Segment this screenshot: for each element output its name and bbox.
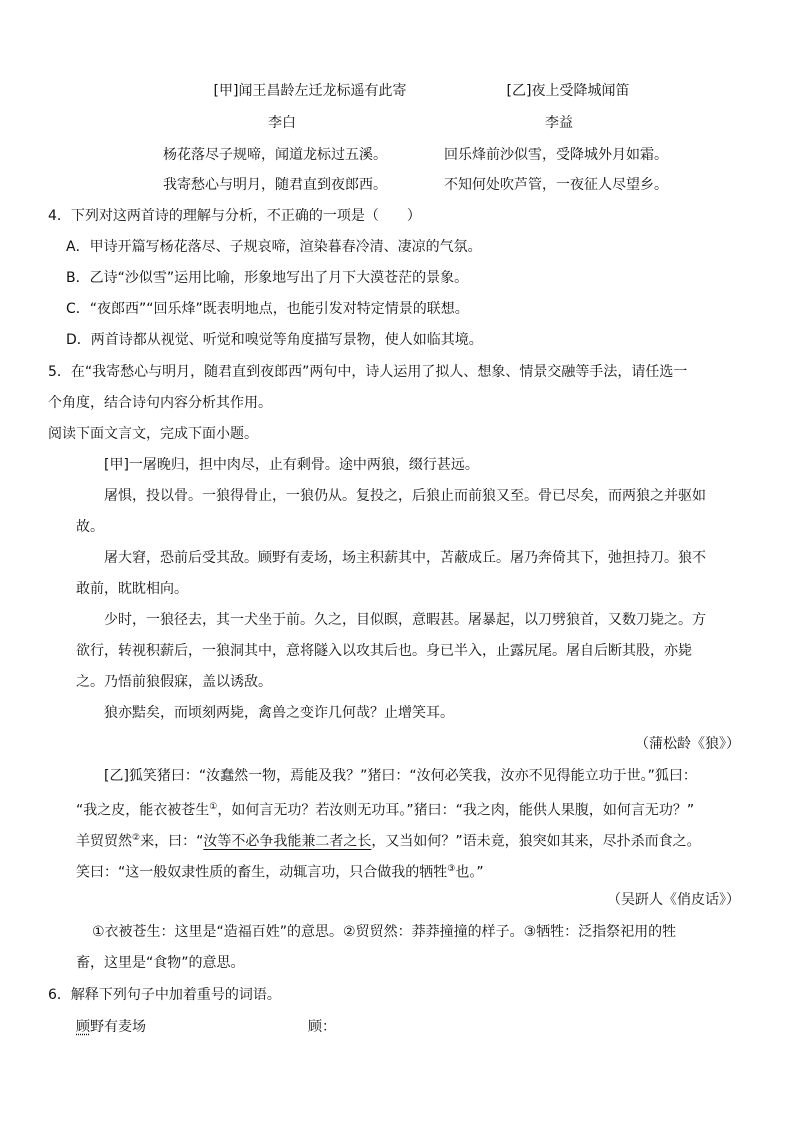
- notes-line2: 畜，这里是“食物”的意思。: [76, 955, 245, 971]
- q6-sentence: 顾野有麦场: [76, 1019, 146, 1035]
- jia-p1: [甲]一屠晚归，担中肉尽，止有剩骨。途中两狼，缀行甚远。: [104, 457, 479, 473]
- yi-source: （吴趼人《俏皮话》）: [607, 892, 740, 908]
- poem-yi-line1: 回乐烽前沙似雪，受降城外月如霜。: [444, 147, 668, 163]
- poem-jia-line1: 杨花落尽子规啼，闻道龙标过五溪。: [163, 147, 387, 163]
- jia-p5: 狼亦黠矣，而顷刻两毙，禽兽之变诈几何哉？止增笑耳。: [104, 705, 454, 721]
- poem-yi-line2: 不知何处吹芦管，一夜征人尽望乡。: [444, 177, 668, 193]
- underlined-sentence: 汝等不必争我能兼二者之长: [203, 833, 372, 850]
- reading-intro: 阅读下面文言文，完成下面小题。: [48, 426, 258, 442]
- note-ref-3: ③: [447, 864, 456, 874]
- q4-option-a: A．甲诗开篇写杨花落尽、子规哀啼，渲染暮春冷清、凄凉的气氛。: [66, 239, 482, 255]
- jia-p3-l2: 敢前，眈眈相向。: [76, 581, 188, 597]
- jia-p4-l3: 之。乃悟前狼假寐，盖以诱敌。: [76, 674, 272, 690]
- poem-jia-author: 李白: [268, 115, 296, 131]
- yi-line2: “我之皮，能衣被苍生①，如何言无功？若汝则无功耳。”猪曰：“我之肉，能供人果腹，如何言无功？”: [76, 802, 695, 819]
- jia-p3-l1: 屠大窘，恐前后受其敌。顾野有麦场，场主积薪其中，苫蔽成丘。屠乃奔倚其下，弛担持刀。狼不: [104, 550, 706, 566]
- emphasized-word: 顾: [76, 1019, 90, 1035]
- jia-p2-l2: 故。: [76, 519, 104, 535]
- q6-answer-label: 顾：: [308, 1019, 336, 1035]
- q4-option-b: B．乙诗“沙似雪”运用比喻，形象地写出了月下大漠苍茫的景象。: [66, 270, 469, 286]
- poem-jia-line2: 我寄愁心与明月，随君直到夜郎西。: [163, 177, 387, 193]
- note-ref-2: ②: [132, 833, 141, 843]
- q4-stem: 4．下列对这两首诗的理解与分析，不正确的一项是（ ）: [48, 208, 421, 224]
- note-ref-1: ①: [209, 802, 218, 812]
- yi-line1: [乙]狐笑猪曰：“汝蠢然一物，焉能及我？”猪曰：“汝何必笑我，汝亦不见得能立功于世。”狐曰：: [104, 768, 697, 784]
- jia-p4-l1: 少时，一狼径去，其一犬坐于前。久之，目似瞑，意暇甚。屠暴起，以刀劈狼首，又数刀毙之。方: [104, 612, 706, 628]
- jia-p4-l2: 欲行，转视积薪后，一狼洞其中，意将隧入以攻其后也。身已半入，止露尻尾。屠自后断其股，亦毙: [76, 643, 692, 659]
- q5-line2: 个角度，结合诗句内容分析其作用。: [48, 395, 272, 411]
- jia-source: （蒲松龄《狼》）: [635, 736, 740, 752]
- poem-jia-title: [甲]闻王昌龄左迁龙标遥有此寄: [213, 83, 407, 99]
- q6-stem: 6．解释下列句子中加着重号的词语。: [48, 987, 281, 1003]
- yi-line4: 笑曰：“这一般奴隶性质的畜生，动辄言功，只合做我的牺牲③也。”: [76, 864, 484, 881]
- poem-yi-author: 李益: [545, 115, 573, 131]
- yi-line3: 羊贸贸然②来，曰：“汝等不必争我能兼二者之长，又当如何？”语未竟，狼突如其来，尽扑杀而食之。: [76, 833, 701, 850]
- q4-option-c: C．“夜郎西”“回乐烽”既表明地点，也能引发对特定情景的联想。: [66, 301, 469, 317]
- jia-p2-l1: 屠惧，投以骨。一狼得骨止，一狼仍从。复投之，后狼止而前狼又至。骨已尽矣，而两狼之并驱如: [104, 488, 706, 504]
- q4-option-d: D．两首诗都从视觉、听觉和嗅觉等角度描写景物，使人如临其境。: [66, 332, 483, 348]
- q5-line1: 5．在“我寄愁心与明月，随君直到夜郎西”两句中，诗人运用了拟人、想象、情景交融等手法，请任选一: [48, 364, 688, 380]
- notes-line1: ①衣被苍生：这里是“造福百姓”的意思。②贸贸然：莽莽撞撞的样子。③牺牲：泛指祭祀用的牲: [92, 924, 677, 940]
- poem-yi-title: [乙]夜上受降城闻笛: [506, 83, 630, 99]
